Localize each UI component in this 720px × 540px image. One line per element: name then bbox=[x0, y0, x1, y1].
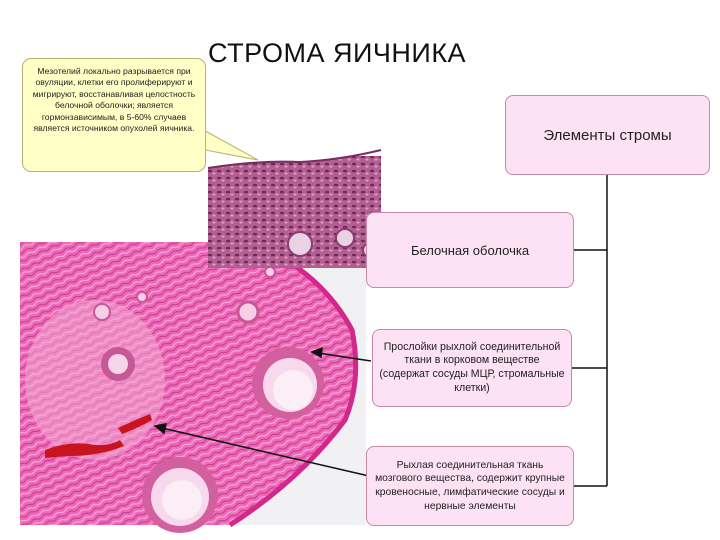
tunica-albuginea-box: Белочная оболочка bbox=[366, 212, 574, 288]
medulla-connective-tissue-box: Рыхлая соединительная ткань мозгового вещества, содержит крупные кровеносные, лимфатические сосуды и нервные элементы bbox=[366, 446, 574, 526]
stroma-elements-box: Элементы стромы bbox=[505, 95, 710, 175]
follicle-small bbox=[101, 347, 135, 381]
page-title: СТРОМА ЯИЧНИКА bbox=[208, 38, 467, 68]
albuginea-micrograph bbox=[208, 150, 381, 268]
connector-lines bbox=[572, 175, 607, 486]
follicle-bottom bbox=[142, 457, 218, 533]
cortex-connective-tissue-box: Прослойки рыхлой соединительной ткани в корковом веществе (содержат сосуды МЦР, стромальные клетки) bbox=[372, 329, 572, 407]
mesothelium-callout: Мезотелий локально разрывается при овуляции, клетки его пролиферируют и мигрируют, восстанавливая целостность белочной оболочки; является гормонзависимым, в 5-60% случаев является источником опухолей яичника. bbox=[22, 58, 206, 172]
ovary-micrograph bbox=[20, 242, 366, 533]
callout-tail bbox=[200, 128, 258, 160]
follicle-large bbox=[252, 347, 324, 419]
